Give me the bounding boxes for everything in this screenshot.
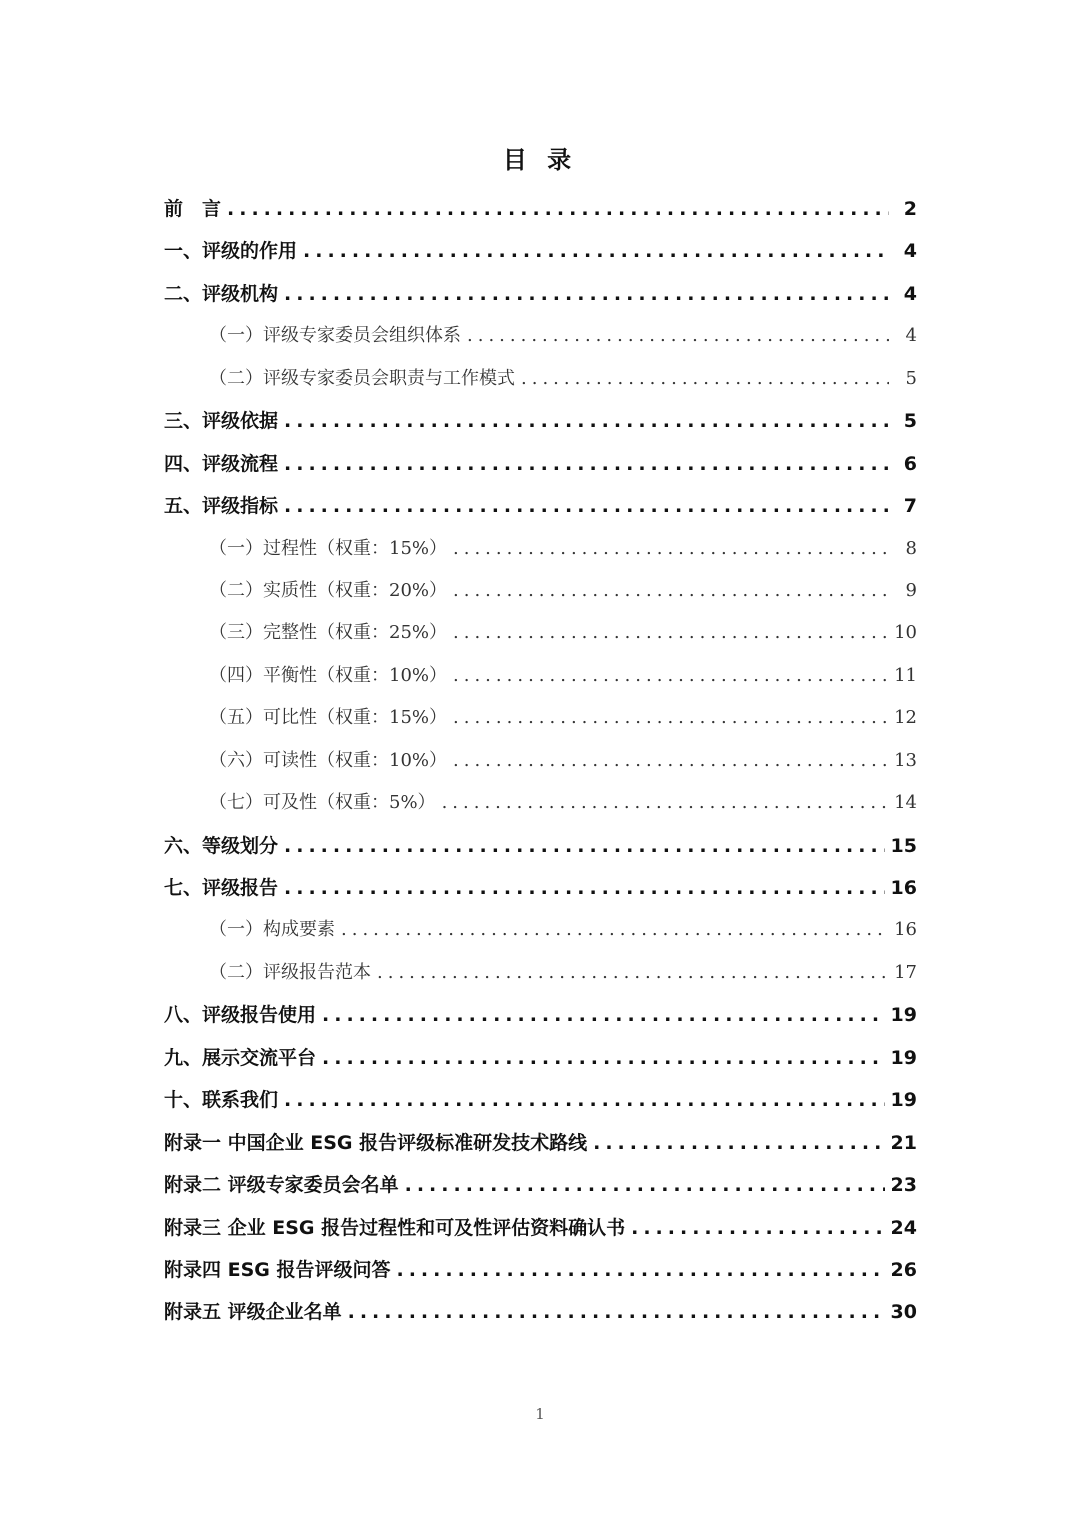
toc-dot-leader [284, 443, 889, 485]
page-number: 1 [535, 1405, 545, 1423]
toc-entry[interactable] [164, 570, 917, 612]
toc-entry[interactable] [164, 909, 917, 951]
toc-entry[interactable] [164, 1291, 917, 1333]
toc-entry-label: 七、评级报告 [164, 877, 279, 899]
table-of-contents [164, 188, 917, 1334]
toc-entry-label: 五、评级指标 [164, 495, 279, 518]
toc-entry[interactable] [164, 994, 917, 1036]
toc-entry[interactable] [164, 612, 917, 654]
toc-entry-label: （三）完整性（权重：25%） [209, 622, 448, 644]
toc-entry[interactable] [164, 485, 917, 527]
toc-entry-page: 5 [903, 410, 917, 433]
toc-entry-page: 2 [903, 198, 917, 220]
toc-dot-leader [348, 1291, 885, 1333]
toc-entry[interactable] [164, 443, 917, 485]
toc-entry-label: （四）平衡性（权重：10%） [209, 664, 448, 686]
toc-entry[interactable] [164, 867, 917, 909]
toc-entry-label: 一、评级的作用 [164, 240, 298, 263]
toc-entry-page: 8 [905, 537, 917, 559]
toc-entry-label: 四、评级流程 [164, 452, 279, 475]
toc-dot-leader [303, 230, 889, 272]
toc-entry[interactable] [164, 1164, 917, 1206]
toc-entry-label: 附录三 企业 ESG 报告过程性和可及性评估资料确认书 [164, 1216, 626, 1239]
toc-entry-page: 12 [894, 707, 917, 729]
toc-entry[interactable] [164, 782, 917, 824]
toc-entry[interactable] [164, 188, 917, 230]
page-title: 目 录 [502, 146, 578, 174]
toc-entry-label: 前 言 [164, 198, 222, 220]
toc-entry-page: 16 [890, 877, 917, 899]
toc-dot-leader [322, 994, 885, 1036]
toc-entry[interactable] [164, 358, 917, 400]
toc-entry-page: 9 [905, 579, 917, 601]
toc-dot-leader [593, 1122, 884, 1164]
toc-entry[interactable] [164, 1249, 917, 1291]
toc-dot-leader [453, 740, 888, 782]
toc-dot-leader [631, 1207, 884, 1249]
toc-entry-page: 24 [890, 1216, 917, 1239]
toc-entry-label: （二）实质性（权重：20%） [209, 579, 448, 601]
toc-entry-page: 26 [890, 1258, 917, 1281]
toc-dot-leader [397, 1249, 885, 1291]
toc-entry[interactable] [164, 697, 917, 739]
toc-entry-page: 21 [890, 1131, 917, 1154]
toc-dot-leader [442, 782, 889, 824]
toc-dot-leader [284, 485, 889, 527]
toc-entry-page: 5 [905, 367, 917, 389]
toc-entry-page: 15 [890, 834, 917, 857]
toc-dot-leader [405, 1164, 885, 1206]
toc-dot-leader [453, 655, 888, 697]
toc-dot-leader [284, 825, 885, 867]
toc-entry[interactable] [164, 528, 917, 570]
toc-entry-label: 附录五 评级企业名单 [164, 1301, 342, 1324]
toc-entry-label: （五）可比性（权重：15%） [209, 707, 448, 729]
toc-dot-leader [284, 400, 889, 442]
toc-entry-page: 10 [894, 622, 917, 644]
toc-dot-leader [521, 358, 889, 400]
toc-entry[interactable] [164, 1122, 917, 1164]
toc-entry-label: （二）评级专家委员会职责与工作模式 [209, 367, 515, 389]
toc-entry-page: 4 [903, 240, 917, 263]
toc-entry-label: 九、展示交流平台 [164, 1046, 317, 1069]
toc-entry[interactable] [164, 400, 917, 442]
toc-entry-label: 附录二 评级专家委员会名单 [164, 1174, 399, 1197]
toc-dot-leader [322, 1037, 885, 1079]
toc-dot-leader [453, 528, 889, 570]
toc-entry-page: 4 [905, 325, 917, 347]
toc-entry-page: 13 [894, 749, 917, 771]
toc-dot-leader [284, 1079, 885, 1121]
toc-entry-label: （一）过程性（权重：15%） [209, 537, 448, 559]
toc-entry-label: 附录四 ESG 报告评级问答 [164, 1258, 391, 1281]
toc-entry-label: （一）评级专家委员会组织体系 [209, 325, 461, 347]
toc-entry[interactable] [164, 952, 917, 994]
toc-entry[interactable] [164, 1037, 917, 1079]
toc-entry[interactable] [164, 740, 917, 782]
toc-entry-page: 17 [894, 961, 917, 983]
toc-dot-leader [284, 867, 885, 909]
toc-dot-leader [284, 273, 889, 315]
toc-entry-label: 三、评级依据 [164, 410, 279, 433]
toc-entry[interactable] [164, 1079, 917, 1121]
toc-entry-page: 14 [894, 792, 917, 814]
toc-dot-leader [453, 612, 888, 654]
toc-entry-page: 4 [903, 282, 917, 305]
toc-entry-label: （二）评级报告范本 [209, 961, 371, 983]
toc-entry[interactable] [164, 655, 917, 697]
toc-entry-label: 十、联系我们 [164, 1089, 279, 1112]
toc-entry[interactable] [164, 315, 917, 357]
toc-entry[interactable] [164, 1207, 917, 1249]
toc-entry[interactable] [164, 825, 917, 867]
toc-entry-page: 19 [890, 1089, 917, 1112]
toc-entry-label: 六、等级划分 [164, 834, 279, 857]
toc-entry-page: 30 [890, 1301, 917, 1324]
toc-entry-label: 二、评级机构 [164, 282, 279, 305]
toc-entry[interactable] [164, 273, 917, 315]
toc-entry-label: （六）可读性（权重：10%） [209, 749, 448, 771]
toc-dot-leader [227, 188, 889, 230]
toc-entry-label: （七）可及性（权重：5%） [209, 792, 436, 814]
toc-entry-page: 23 [890, 1174, 917, 1197]
toc-dot-leader [453, 697, 888, 739]
toc-entry-page: 16 [894, 919, 917, 941]
toc-dot-leader [453, 570, 889, 612]
toc-entry-label: 附录一 中国企业 ESG 报告评级标准研发技术路线 [164, 1131, 588, 1154]
toc-entry-label: （一）构成要素 [209, 919, 335, 941]
toc-entry-page: 19 [890, 1046, 917, 1069]
toc-entry[interactable] [164, 230, 917, 272]
toc-entry-page: 11 [894, 664, 917, 686]
toc-dot-leader [467, 315, 889, 357]
toc-entry-page: 7 [903, 495, 917, 518]
toc-entry-page: 6 [903, 452, 917, 475]
toc-dot-leader [377, 952, 888, 994]
toc-dot-leader [341, 909, 888, 951]
toc-entry-page: 19 [890, 1004, 917, 1027]
toc-entry-label: 八、评级报告使用 [164, 1004, 317, 1027]
